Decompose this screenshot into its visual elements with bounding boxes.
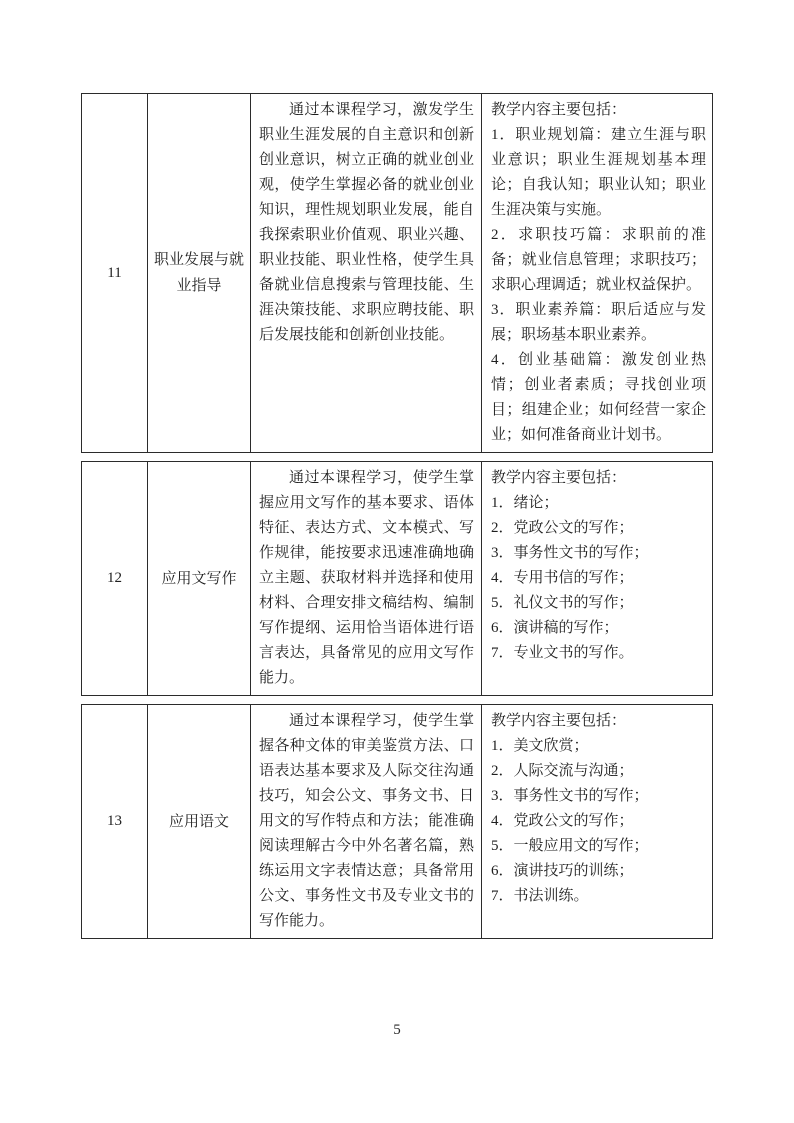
table-row-12 xyxy=(81,461,713,696)
course-description-text: 通过本课程学习，使学生掌握应用文写作的基本要求、语体特征、表达方式、文本模式、写作规律，能按要求迅速准确地确立主题、获取材料并选择和使用材料、合理安排文稿结构、编制写作提纲、运用恰当语体进行语言表达，具备常见的应用文写作能力。 xyxy=(259,470,474,686)
cell-row-number xyxy=(82,705,148,938)
row-number-text: 12 xyxy=(107,570,122,586)
cell-row-number xyxy=(82,94,148,452)
teaching-content-item: 4．创业基础篇：激发创业热情；创业者素质；寻找创业项目；组建企业；如何经营一家企业；如何准备商业计划书。 xyxy=(491,352,706,443)
teaching-content-item: 4．党政公文的写作； xyxy=(491,813,634,829)
teaching-content-item: 1．职业规划篇：建立生涯与职业意识；职业生涯规划基本理论；自我认知；职业认知；职业生涯决策与实施。 xyxy=(491,127,706,218)
cell-course-description xyxy=(251,705,482,938)
course-name-text: 应用文写作 xyxy=(161,570,237,587)
teaching-content-heading: 教学内容主要包括： xyxy=(491,470,627,486)
table-row-13 xyxy=(81,704,713,939)
teaching-content-heading: 教学内容主要包括： xyxy=(491,713,627,729)
teaching-content-item: 3．事务性文书的写作； xyxy=(491,545,649,561)
course-name-text: 应用语文 xyxy=(168,813,229,830)
cell-row-number xyxy=(82,462,148,695)
course-name-text: 职业发展与就业指导 xyxy=(153,252,244,294)
cell-course-name xyxy=(148,705,251,938)
course-table xyxy=(81,93,713,947)
table-row-11 xyxy=(81,93,713,453)
teaching-content-heading: 教学内容主要包括： xyxy=(491,102,627,118)
cell-course-description xyxy=(251,462,482,695)
teaching-content-item: 1．美文欣赏； xyxy=(491,738,589,754)
row-number-text: 11 xyxy=(107,264,122,281)
teaching-content-item: 2．人际交流与沟通； xyxy=(491,763,634,779)
course-description-text: 通过本课程学习，使学生掌握各种文体的审美鉴赏方法、口语表达基本要求及人际交往沟通技巧，知会公文、事务文书、日用文的写作特点和方法；能准确阅读理解古今中外名著名篇，熟练运用文字表情达意；具备常用公文、事务性文书及专业文书的写作能力。 xyxy=(259,713,474,929)
teaching-content-item: 1．绪论； xyxy=(491,495,559,511)
cell-teaching-content xyxy=(482,462,712,695)
teaching-content-item: 3．事务性文书的写作； xyxy=(491,788,649,804)
teaching-content-item: 6．演讲技巧的训练； xyxy=(491,863,634,879)
teaching-content-item: 2．党政公文的写作； xyxy=(491,520,634,536)
teaching-content-item: 7．书法训练。 xyxy=(491,888,589,904)
cell-teaching-content xyxy=(482,94,712,452)
teaching-content-item: 2．求职技巧篇：求职前的准备；就业信息管理；求职技巧；求职心理调适；就业权益保护。 xyxy=(491,227,706,293)
teaching-content-item: 6．演讲稿的写作； xyxy=(491,620,619,636)
row-number-text: 13 xyxy=(107,813,122,829)
cell-course-name xyxy=(148,462,251,695)
page-number: 5 xyxy=(393,1022,401,1038)
course-description-text: 通过本课程学习，激发学生职业生涯发展的自主意识和创新创业意识，树立正确的就业创业观，使学生掌握必备的就业创业知识，理性规划职业发展，能自我探索职业价值观、职业兴趣、职业技能、职业性格，使学生具备就业信息搜索与管理技能、生涯决策技能、求职应聘技能、职后发展技能和创新创业技能。 xyxy=(259,102,474,343)
cell-course-description xyxy=(251,94,482,452)
cell-teaching-content xyxy=(482,705,712,938)
teaching-content-item: 7．专业文书的写作。 xyxy=(491,645,634,661)
teaching-content-item: 5．礼仪文书的写作； xyxy=(491,595,634,611)
teaching-content-item: 4．专用书信的写作； xyxy=(491,570,634,586)
cell-course-name xyxy=(148,94,251,452)
teaching-content-item: 5．一般应用文的写作； xyxy=(491,838,649,854)
teaching-content-item: 3．职业素养篇：职后适应与发展；职场基本职业素养。 xyxy=(491,302,706,343)
